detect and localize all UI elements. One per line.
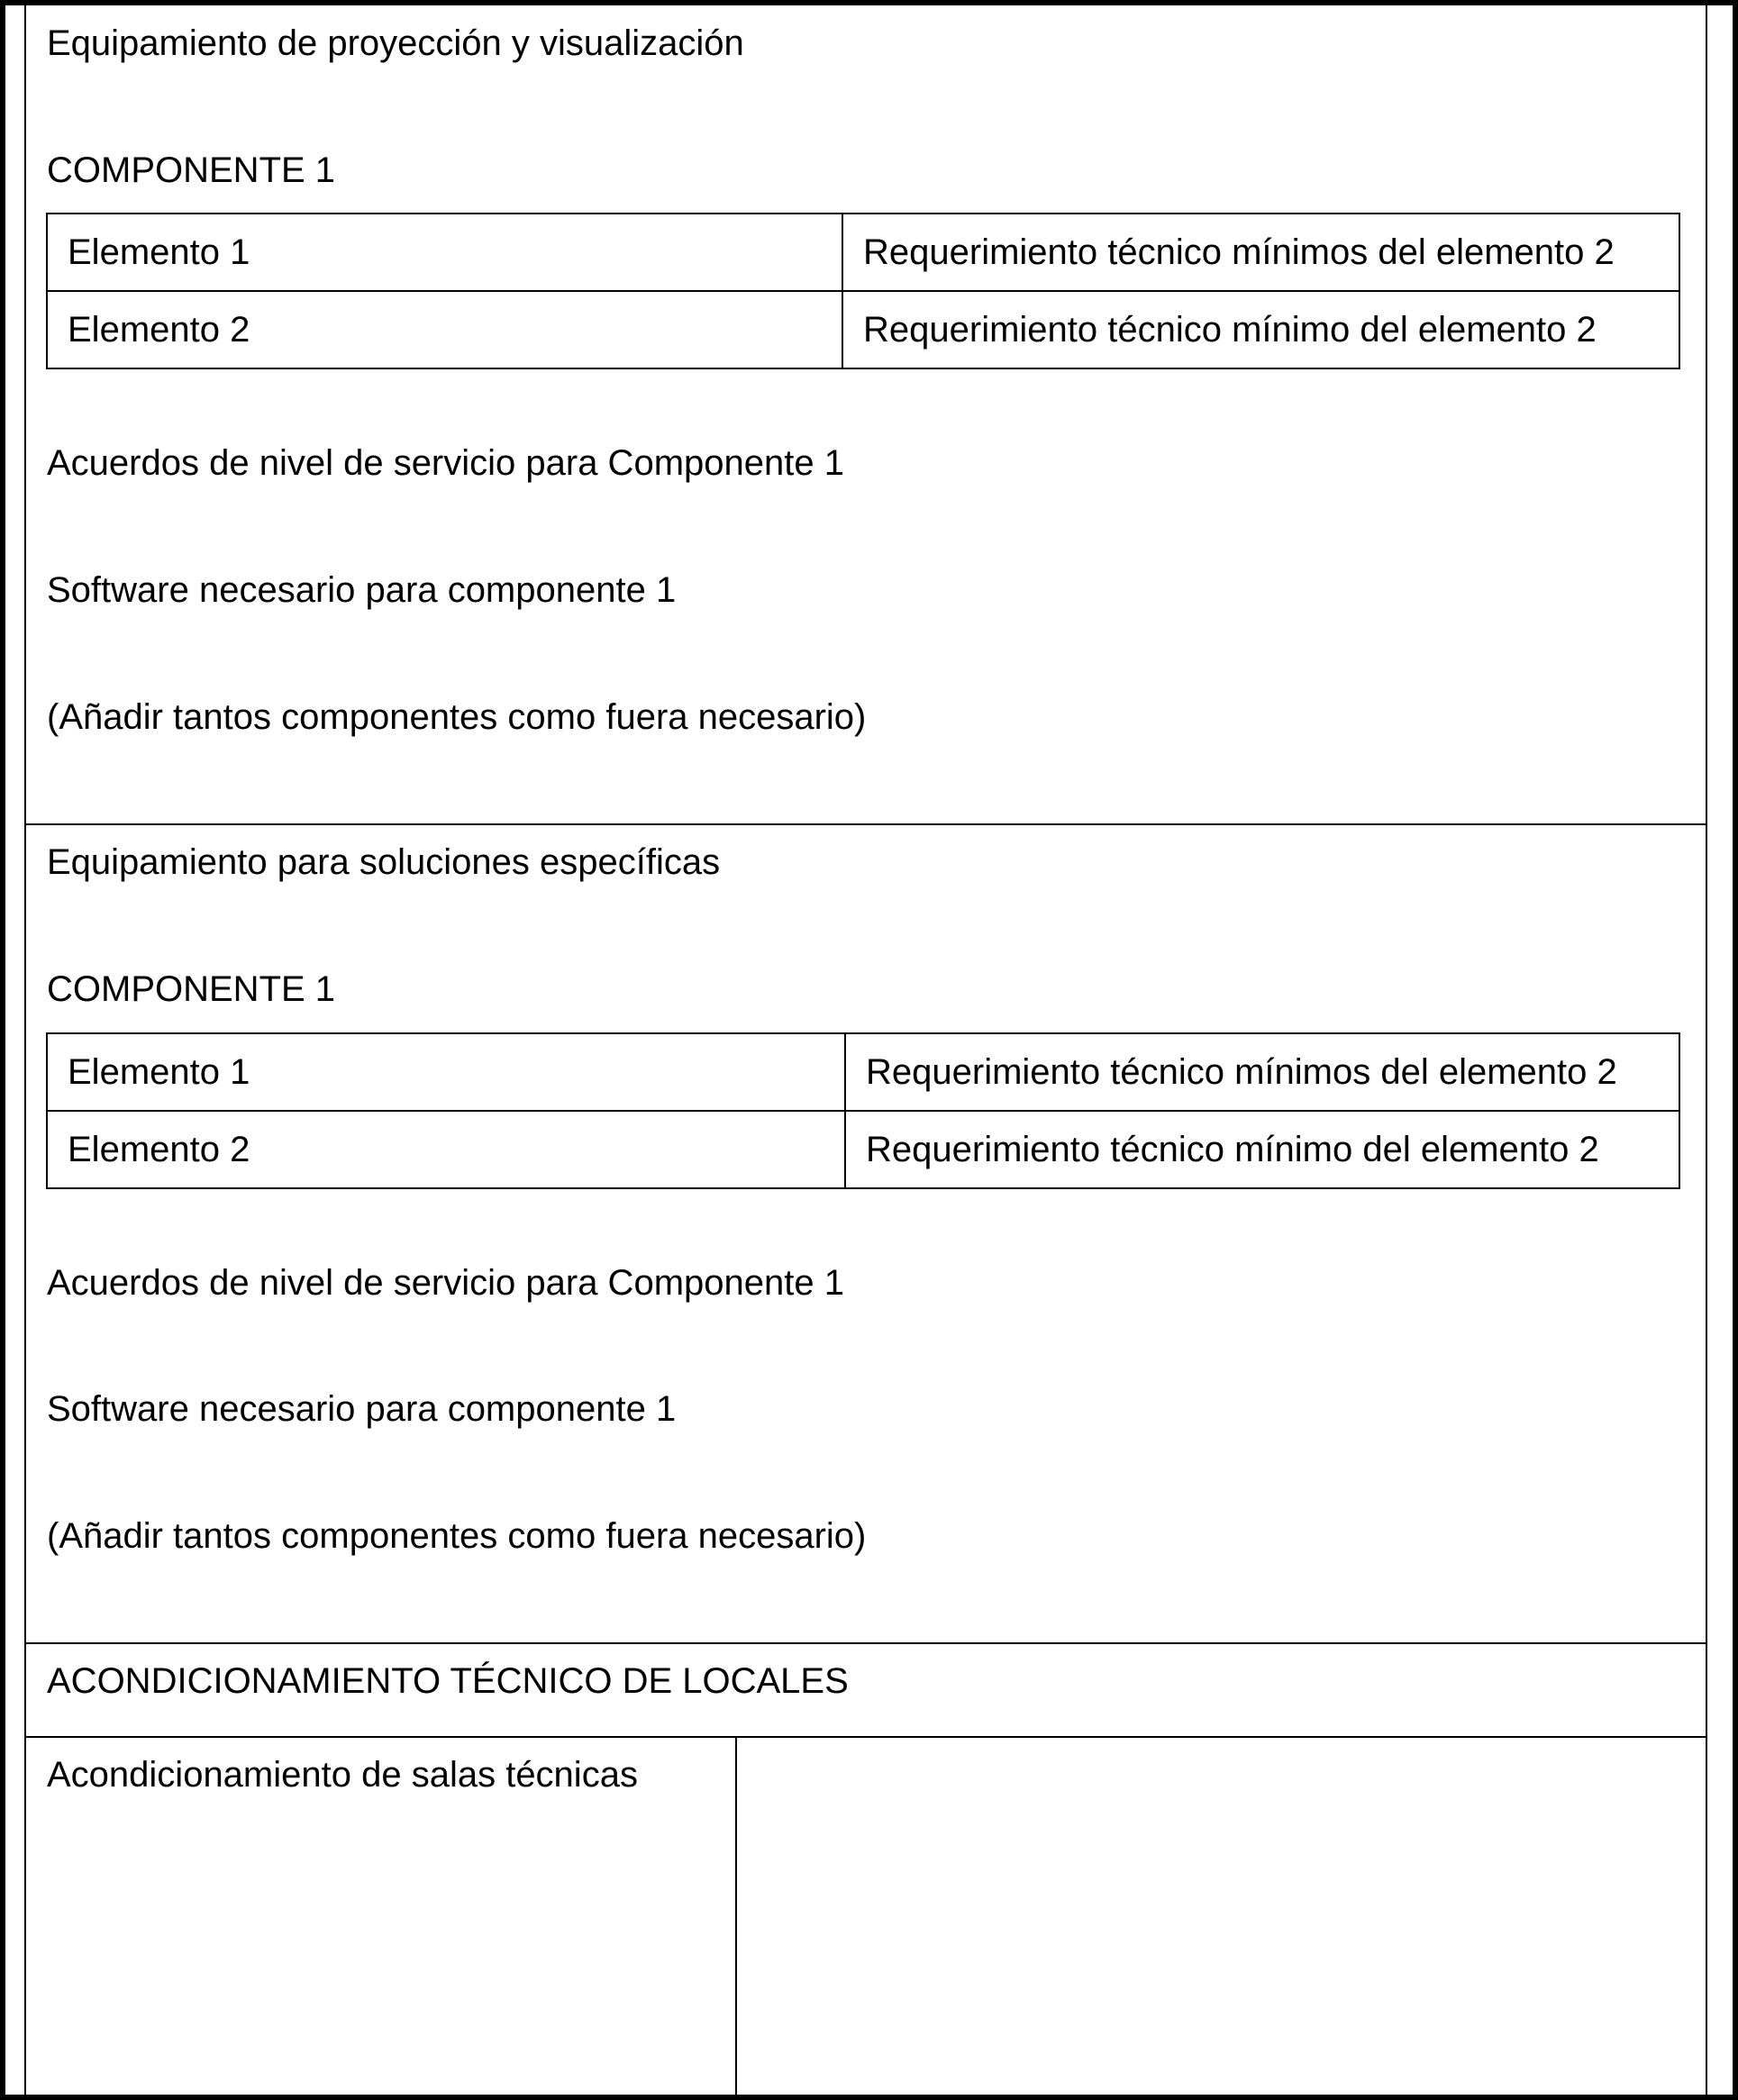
table-row — [47, 1033, 1679, 1111]
element-cell: Elemento 2 — [47, 1111, 845, 1188]
component-table — [46, 1032, 1680, 1189]
section-title: Equipamiento para soluciones específicas — [47, 842, 721, 882]
software-text: Software necesario para componente 1 — [47, 570, 677, 610]
component-label: COMPONENTE 1 — [47, 969, 336, 1009]
requirement-cell: Requerimiento técnico mínimo del elemento 2 — [842, 291, 1679, 368]
component-label: COMPONENTE 1 — [47, 150, 336, 190]
element-cell: Elemento 1 — [47, 214, 842, 291]
requirement-cell: Requerimiento técnico mínimo del elemento 2 — [845, 1111, 1679, 1188]
requirement-cell: Requerimiento técnico mínimos del elemento 2 — [845, 1033, 1679, 1111]
sla-text: Acuerdos de nivel de servicio para Componente 1 — [47, 1263, 844, 1303]
element-cell: Elemento 2 — [47, 291, 842, 368]
table-row — [47, 1111, 1679, 1188]
cell-divider — [735, 1736, 737, 2100]
component-table — [46, 213, 1680, 369]
section-title: Equipamiento de proyección y visualización — [47, 23, 744, 63]
section-heading: ACONDICIONAMIENTO TÉCNICO DE LOCALES — [47, 1661, 849, 1701]
section-divider — [24, 1642, 1707, 1644]
outer-right-inner-border — [1706, 0, 1707, 2100]
add-components-note: (Añadir tantos componentes como fuera necesario) — [47, 697, 867, 737]
table-row — [47, 214, 1679, 291]
element-cell: Elemento 1 — [47, 1033, 845, 1111]
table-row — [47, 291, 1679, 368]
add-components-note: (Añadir tantos componentes como fuera necesario) — [47, 1516, 867, 1556]
section-divider — [24, 1736, 1707, 1738]
requirement-cell: Requerimiento técnico mínimos del elemento 2 — [842, 214, 1679, 291]
software-text: Software necesario para componente 1 — [47, 1389, 677, 1429]
sla-text: Acuerdos de nivel de servicio para Componente 1 — [47, 443, 844, 483]
outer-left-inner-border — [24, 0, 26, 2100]
row-label: Acondicionamiento de salas técnicas — [47, 1755, 638, 1795]
section-divider — [24, 823, 1707, 825]
